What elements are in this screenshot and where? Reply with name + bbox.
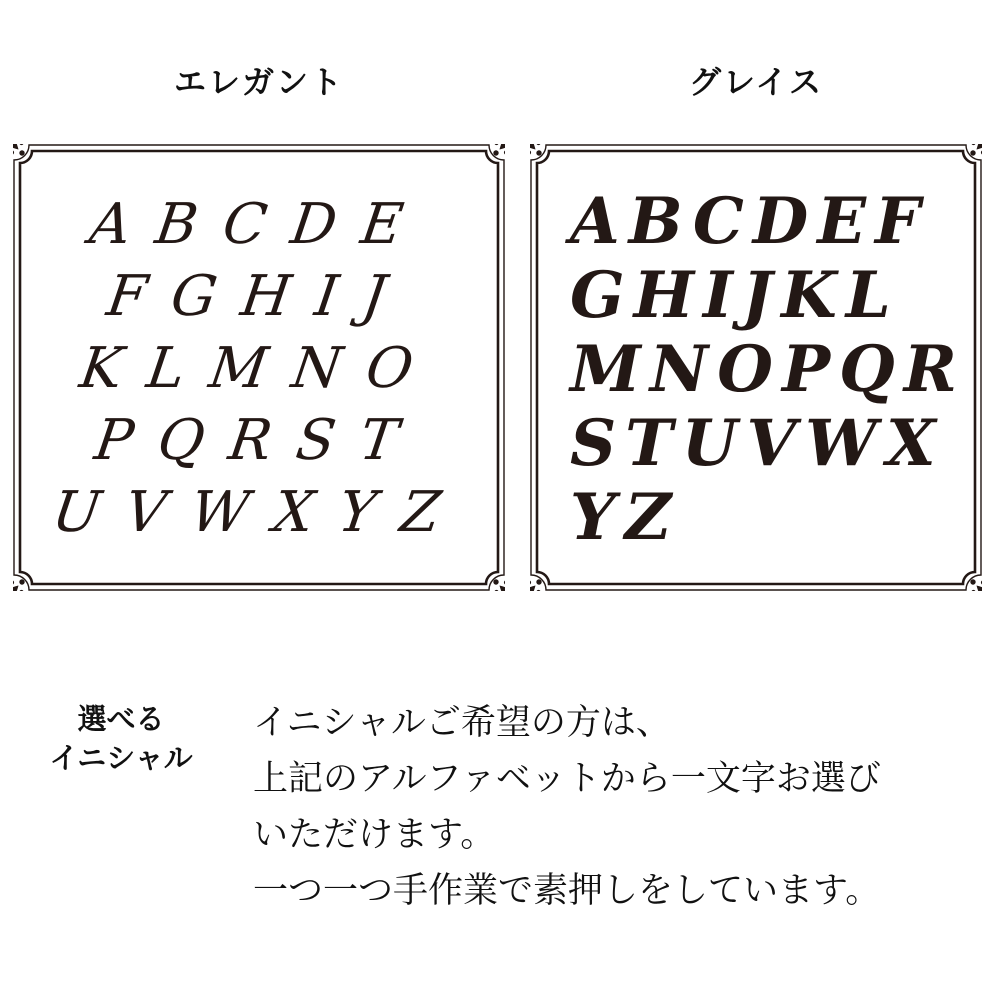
letter-row: UVWXYZ	[48, 480, 470, 545]
footer-description-line: 上記のアルファベットから一文字お選び	[253, 759, 881, 798]
letter-row: ABCDEF	[570, 184, 930, 259]
footer-description	[253, 695, 990, 919]
letter-row: FGHIJ	[103, 264, 416, 329]
grace-letter-rows	[570, 185, 968, 555]
letter-row: ABCDE	[85, 192, 433, 257]
elegant-panel-title: エレガント	[173, 64, 344, 100]
grace-alphabet-panel	[530, 144, 982, 591]
elegant-letter-rows	[13, 189, 505, 549]
footer-description-line: 一つ一つ手作業で素押しをしています。	[253, 871, 881, 910]
letter-row: GHIJKL	[570, 258, 900, 333]
letter-row: KLMNO	[75, 336, 443, 401]
letter-row: YZ	[570, 480, 681, 555]
footer-label	[36, 701, 206, 779]
letter-row: MNOPQR	[570, 332, 966, 407]
letter-row: STUVWX	[570, 406, 945, 481]
grace-panel-title: グレイス	[688, 64, 824, 100]
footer-label-line1: 選べる	[77, 704, 165, 736]
elegant-alphabet-panel	[13, 144, 505, 591]
footer-description-line: いただけます。	[253, 815, 496, 854]
footer-description-line: イニシャルご希望の方は、	[253, 703, 671, 742]
footer-label-line2: イニシャル	[49, 743, 193, 775]
letter-row: PQRST	[90, 408, 428, 473]
